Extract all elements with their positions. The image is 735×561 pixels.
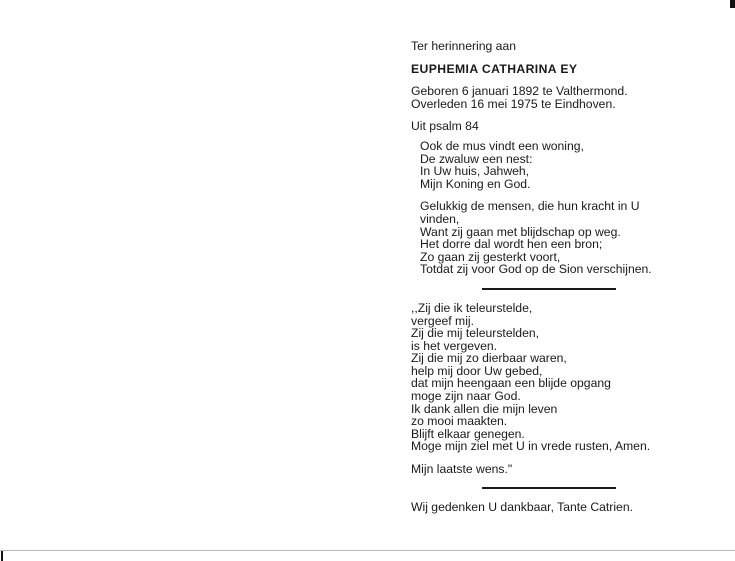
psalm-line: In Uw huis, Jahweh, bbox=[420, 164, 530, 179]
last-words-line: is het vergeven. bbox=[411, 338, 498, 353]
last-wish-line: Mijn laatste wens." bbox=[411, 462, 513, 477]
birth-line: Geboren 6 januari 1892 te Valthermond. bbox=[411, 84, 628, 99]
psalm-line: Ook de mus vindt een woning, bbox=[420, 138, 584, 153]
psalm-stanza-2 bbox=[411, 200, 711, 276]
last-words-line: Zij die mij teleurstelden, bbox=[411, 326, 540, 341]
last-words-line: Blijft elkaar genegen. bbox=[411, 426, 525, 441]
death-line: Overleden 16 mei 1975 te Eindhoven. bbox=[411, 96, 616, 111]
last-words-line: help mij door Uw gebed, bbox=[411, 363, 543, 378]
last-words-line: zo mooi maakten. bbox=[411, 414, 508, 429]
psalm-line: Totdat zij voor God op de Sion verschijnen. bbox=[420, 262, 652, 277]
psalm-reference: Uit psalm 84 bbox=[411, 119, 479, 134]
psalm-stanza-1 bbox=[411, 140, 711, 190]
psalm-line: vinden, bbox=[420, 211, 460, 226]
psalm-line: Want zij gaan met blijdschap op weg. bbox=[420, 224, 621, 239]
scan-corner-mark bbox=[730, 0, 735, 8]
last-words-line: vergeef mij. bbox=[411, 313, 474, 328]
intro-line: Ter herinnering aan bbox=[411, 39, 517, 53]
deceased-name: EUPHEMIA CATHARINA EY bbox=[411, 61, 578, 76]
closing-line: Wij gedenken U dankbaar, Tante Catrien. bbox=[411, 499, 633, 514]
psalm-line: Gelukkig de mensen, die hun kracht in U bbox=[420, 199, 640, 214]
last-words-line: Zij die mij zo dierbaar waren, bbox=[411, 351, 567, 366]
last-words-line: moge zijn naar God. bbox=[411, 389, 521, 404]
last-words-line: ,,Zij die ik teleurstelde, bbox=[411, 300, 533, 315]
psalm-line: Het dorre dal wordt hen een bron; bbox=[420, 237, 603, 252]
last-words-line: dat mijn heengaan een blijde opgang bbox=[411, 376, 611, 391]
psalm-line: De zwaluw een nest: bbox=[420, 151, 533, 166]
scan-edge-tick bbox=[1, 551, 3, 561]
psalm-line: Mijn Koning en God. bbox=[420, 176, 531, 191]
last-words-block bbox=[411, 302, 711, 453]
psalm-line: Zo gaan zij gesterkt voort, bbox=[420, 249, 561, 264]
card-bottom-edge bbox=[0, 550, 735, 551]
last-words-line: Moge mijn ziel met U in vrede rusten, Amen. bbox=[411, 439, 651, 454]
memorial-text-column bbox=[411, 40, 711, 513]
last-words-line: Ik dank allen die mijn leven bbox=[411, 401, 558, 416]
